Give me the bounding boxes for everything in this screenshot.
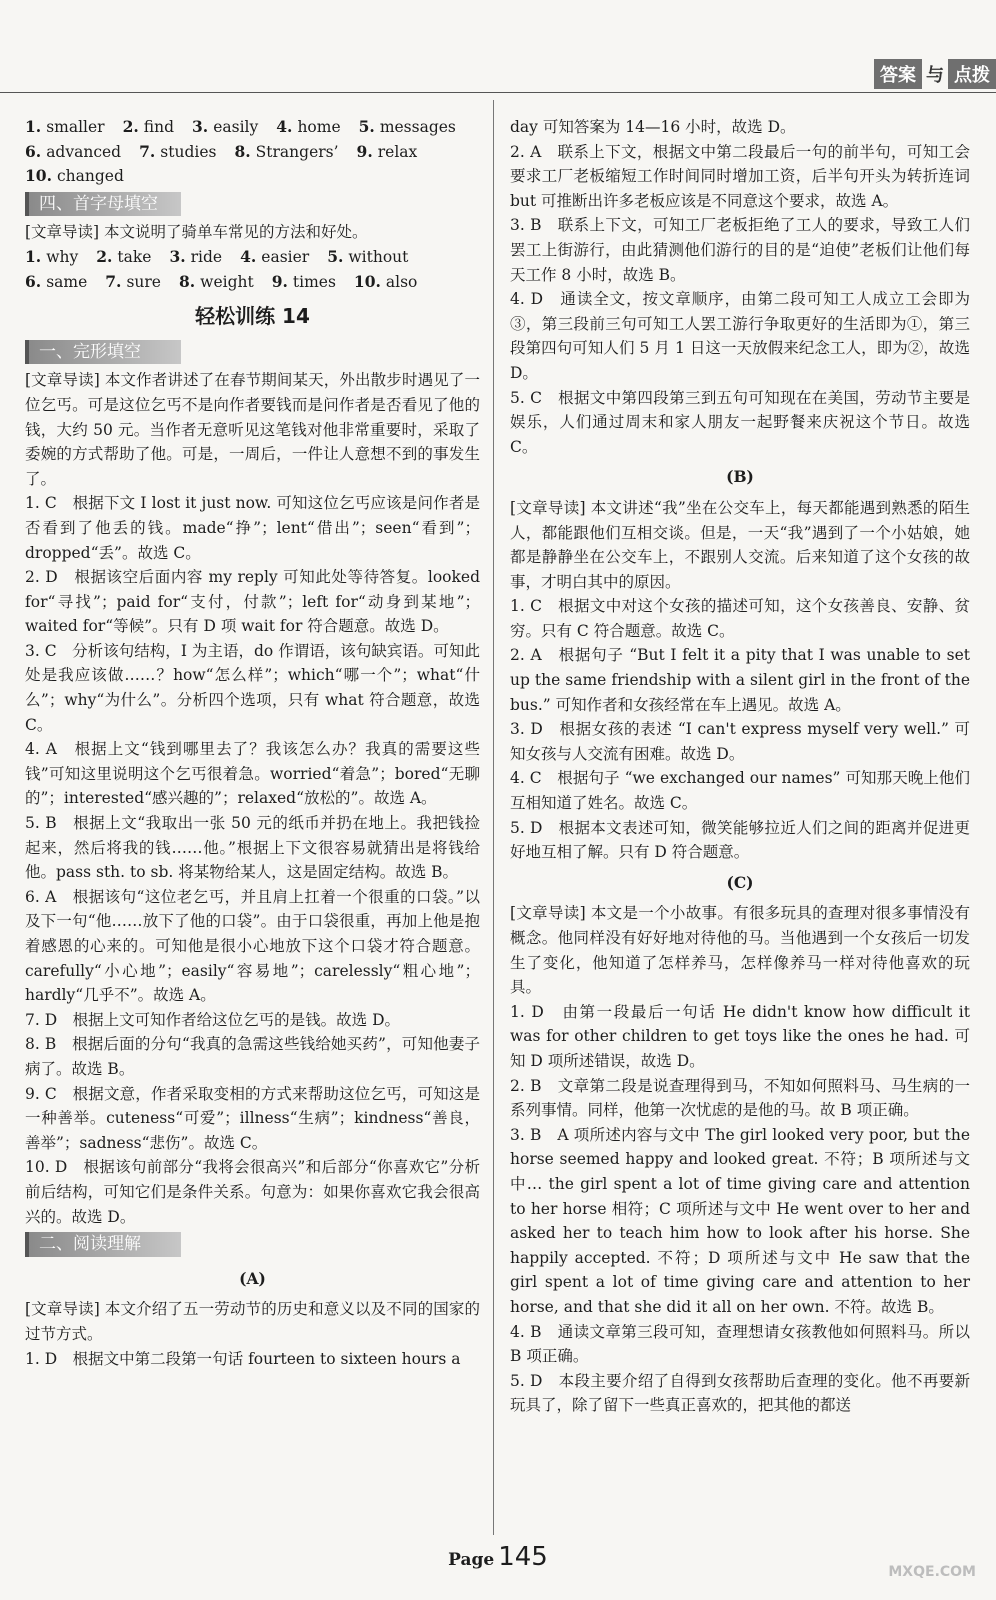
- answer-entry: [25, 140, 121, 165]
- answer-word: home: [297, 118, 341, 136]
- reading-a-answers: [510, 115, 970, 459]
- answer-word: find: [143, 118, 175, 136]
- header-tab-and: 与: [926, 65, 944, 86]
- right-column: [510, 115, 970, 1418]
- section-heading-cloze: 一、完形填空: [25, 340, 181, 365]
- answer-word: relax: [377, 142, 418, 161]
- answer-word: Strangers’: [255, 142, 339, 161]
- article-guide: [文章导读] 本文说明了骑单车常见的方法和好处。: [25, 223, 368, 242]
- answer-item: 2. A 根据句子 “But I felt it a pity that I was unable to set up the same friendship with a silent girl in the front of the bus.” 可知作者和女孩经常在车上遇见。故选 A。: [510, 646, 970, 714]
- answer-number: 9.: [271, 271, 288, 291]
- answer-word: studies: [160, 142, 217, 161]
- answer-item: 9. C 根据文意，作者采取变相的方式来帮助这位乞丐，可知这是一种善举。cuteness“可爱”；illness“生病”；kindness“善良，善举”；sadness“悲伤”。故选 C。: [25, 1084, 480, 1152]
- answer-word: times: [292, 272, 336, 291]
- answer-number: 5.: [358, 117, 375, 136]
- answer-list-top: [25, 115, 480, 189]
- answer-item: 10. D 根据该句前部分“我将会很高兴”和后部分“你喜欢它”分析前后结构，可知它们是条件关系。句意为：如果你喜欢它我会很高兴的。故选 D。: [25, 1158, 480, 1226]
- header-tab: [874, 58, 996, 90]
- answer-word: without: [348, 247, 409, 266]
- answer-word: weight: [200, 272, 254, 291]
- answer-number: 10.: [353, 271, 381, 291]
- answer-word: easier: [261, 247, 310, 266]
- answer-entry: [169, 245, 222, 270]
- answer-item: 2. A 联系上下文，根据文中第二段最后一句的前半句，可知工会要求工厂老板缩短工作时间同时增加工资，后半句开头为转折连词 but 可推断出许多老板应该是不同意这个要求，故选 A。: [510, 142, 970, 210]
- answer-word: advanced: [46, 142, 122, 161]
- answer-item: day 可知答案为 14—16 小时，故选 D。: [510, 118, 796, 136]
- answer-item: 4. D 通读全文，按文章顺序，由第二段可知工人成立工会即为③，第三段前三句可知工人罢工游行争取更好的生活即为①，第三段第四句可知人们 5 月 1 日这一天放假来纪念工人，即为②，故选 D。: [510, 290, 970, 382]
- header-tab-answers: 答案: [874, 59, 922, 89]
- column-divider: [493, 100, 494, 1535]
- answer-item: 3. B 联系上下文，可知工厂老板拒绝了工人的要求，导致工人们罢工上街游行，由此猜测他们游行的目的是“迫使”老板们让他们每天工作 8 小时，故选 B。: [510, 216, 970, 284]
- reading-c-answers: [510, 1000, 970, 1418]
- answer-entry: [25, 245, 78, 270]
- answer-number: 4.: [240, 246, 257, 266]
- answer-item: 5. C 根据文中第四段第三到五句可知现在在美国，劳动节主要是娱乐，人们通过周末和家人朋友一起野餐来庆祝这个节日。故选 C。: [510, 388, 970, 456]
- answer-entry: [276, 115, 340, 140]
- answer-entry: [123, 115, 174, 140]
- answer-item: 6. A 根据该句“这位老乞丐，并且肩上扛着一个很重的口袋。”以及下一句“他……放下了他的口袋”。由于口袋很重，再加上他是抱着感恩的心来的。可知他是很小心地放下这个口袋才符合题意。carefully“小心地”；easily“容易地”；carelessly“粗心地”；hardly“几乎不”。故选 A。: [25, 887, 480, 1005]
- answer-entry: [192, 115, 258, 140]
- answer-list-initials: [25, 245, 480, 294]
- answer-item: 1. C 根据文中对这个女孩的描述可知，这个女孩善良、安静、贫穷。只有 C 符合题意。故选 C。: [510, 597, 970, 640]
- answer-number: 7.: [139, 141, 156, 161]
- answer-number: 1.: [25, 117, 42, 136]
- answer-entry: [25, 270, 87, 295]
- subsection-a: (A): [239, 1268, 266, 1288]
- answer-word: changed: [56, 167, 124, 186]
- reading-b-answers: [510, 594, 970, 865]
- article-guide: [文章导读] 本文作者讲述了在春节期间某天，外出散步时遇见了一位乞丐。可是这位乞丐不是向作者要钱而是问作者是否看见了他的钱，大约 50 元。当作者无意听见这笔钱对他非常重要时，采取了委婉的方式帮助了他。可是，一周后，一件让人意想不到的事发生了。: [25, 371, 480, 488]
- answer-number: 5.: [327, 246, 344, 266]
- answer-item: 4. A 根据上文“钱到哪里去了？我该怎么办？我真的需要这些钱”可知这里说明这个乞丐很着急。worried“着急”；bored“无聊的”；interested“感兴趣的”；relaxed“放松的”。故选 A。: [25, 740, 480, 808]
- answer-number: 9.: [356, 141, 373, 161]
- answer-word: easily: [213, 118, 259, 136]
- article-guide: [文章导读] 本文讲述“我”坐在公交车上，每天都能遇到熟悉的陌生人，都能跟他们互相交谈。但是，一天“我”遇到了一个小姑娘，她都是静静坐在公交车上，不跟别人交流。后来知道了这个女孩的故事，才明白其中的原因。: [510, 498, 970, 591]
- answer-item: 1. D 由第一段最后一句话 He didn't know how difficult it was for other children to get toys like the ones he had. 可知 D 项所述错误，故选 D。: [510, 1002, 970, 1070]
- article-guide: [文章导读] 本文是一个小故事。有很多玩具的查理对很多事情没有概念。他同样没有好好地对待他的马。当他遇到一个女孩后一切发生了变化，他知道了怎样养马，怎样像养马一样对待他喜欢的玩具。: [510, 904, 970, 997]
- page-footer: [0, 1542, 996, 1572]
- header-rule: [0, 92, 996, 93]
- answer-word: also: [385, 272, 418, 291]
- answer-number: 1.: [25, 246, 42, 266]
- answer-entry: [354, 270, 417, 295]
- answer-number: 10.: [25, 166, 52, 186]
- answer-entry: [272, 270, 336, 295]
- lesson-title: 轻松训练 14: [195, 304, 310, 329]
- answer-item: 5. D 根据本文表述可知，微笑能够拉近人们之间的距离并促进更好地互相了解。只有 D 符合题意。: [510, 818, 970, 862]
- answer-word: smaller: [46, 118, 105, 136]
- cloze-answer-list: [25, 491, 480, 1229]
- answer-entry: [96, 245, 151, 270]
- section-heading-initials: 四、首字母填空: [25, 192, 181, 217]
- answer-number: 6.: [25, 141, 42, 161]
- answer-entry: [327, 245, 408, 270]
- answer-item: 2. D 根据该空后面内容 my reply 可知此处等待答复。looked for“寻找”；paid for“支付，付款”；left for“动身到某地”；waited for“等候”。只有 D 项 wait for 符合题意。故选 D。: [25, 568, 480, 636]
- answer-word: messages: [379, 118, 456, 136]
- answer-item: 1. D 根据文中第二段第一句话 fourteen to sixteen hours a: [25, 1349, 461, 1368]
- answer-number: 4.: [276, 117, 293, 136]
- subsection-c: (C): [726, 872, 754, 892]
- answer-item: 1. C 根据下文 I lost it just now. 可知这位乞丐应该是问作者是否看到了他丢的钱。made“挣”；lent“借出”；seen“看到”；dropped“丢”。故选 C。: [25, 494, 480, 562]
- answer-word: why: [46, 247, 79, 266]
- answer-entry: [105, 270, 161, 295]
- answer-number: 6.: [25, 271, 42, 291]
- answer-item: 4. B 通读文章第三段可知，查理想请女孩教他如何照料马。所以 B 项正确。: [510, 1322, 970, 1366]
- answer-entry: [25, 115, 105, 140]
- answer-number: 3.: [192, 117, 209, 136]
- answer-number: 2.: [96, 246, 113, 266]
- answer-number: 8.: [234, 141, 251, 161]
- answer-entry: [25, 164, 124, 189]
- answer-word: ride: [190, 247, 223, 266]
- answer-number: 3.: [169, 246, 186, 266]
- answer-item: 3. B A 项所述内容与文中 The girl looked very poor, but the horse seemed happy and looked great. 不符；B 项所述与文中… the girl spent a lot of time giving care and attention to her horse 相符；C 项所述与文中 He went over to her and asked her to teach him how to look after his horse. She happily accepted. 不符；D 项所述与文中 He saw that the girl spent a lot of time giving care and attention to her horse, and that she did it all on her own. 不符。故选 B。: [510, 1125, 970, 1316]
- answer-number: 2.: [122, 117, 139, 136]
- answer-item: 7. D 根据上文可知作者给这位乞丐的是钱。故选 D。: [25, 1010, 400, 1029]
- answer-item: 4. C 根据句子 “we exchanged our names” 可知那天晚上他们互相知道了姓名。故选 C。: [510, 769, 970, 813]
- answer-word: same: [46, 272, 88, 291]
- section-heading-reading: 二、阅读理解: [25, 1232, 181, 1257]
- answer-entry: [234, 140, 338, 165]
- answer-word: take: [117, 247, 152, 266]
- answer-entry: [179, 270, 254, 295]
- answer-item: 3. D 根据女孩的表述 “I can't express myself very well.” 可知女孩与人交流有困难。故选 D。: [510, 720, 970, 763]
- answer-item: 2. B 文章第二段是说查理得到马，不知如何照料马、马生病的一系列事情。同样，他第一次忧虑的是他的马。故 B 项正确。: [510, 1076, 970, 1120]
- page-label: Page: [448, 1550, 495, 1570]
- answer-item: 5. B 根据上文“我取出一张 50 元的纸币并扔在地上。我把钱捡起来，然后将我的钱……他。”根据上下文很容易就猜出是将钱给他。pass sth. to sb. 将某物给某人，这是固定结构。故选 B。: [25, 814, 480, 882]
- answer-entry: [359, 115, 456, 140]
- answer-number: 7.: [105, 271, 122, 291]
- answer-word: sure: [126, 272, 161, 291]
- article-guide: [文章导读] 本文介绍了五一劳动节的历史和意义以及不同的国家的过节方式。: [25, 1300, 480, 1343]
- answer-entry: [139, 140, 216, 165]
- answer-number: 8.: [178, 271, 196, 291]
- subsection-b: (B): [726, 467, 754, 487]
- watermark: MXQE.COM: [888, 1564, 976, 1580]
- answer-item: 5. D 本段主要介绍了自得到女孩帮助后查理的变化。他不再要新玩具了，除了留下一些真正喜欢的，把其他的都送: [510, 1371, 970, 1415]
- answer-entry: [240, 245, 309, 270]
- left-column: [25, 115, 480, 1371]
- answer-entry: [357, 140, 418, 165]
- header-tab-hints: 点拨: [948, 59, 996, 89]
- answer-item: 8. B 根据后面的分句“我真的急需这些钱给她买药”，可知他妻子病了。故选 B。: [25, 1035, 480, 1078]
- page-number: 145: [498, 1542, 548, 1572]
- answer-item: 3. C 分析该句结构，I 为主语，do 作谓语，该句缺宾语。可知此处是我应该做……？how“怎么样”；which“哪一个”；what“什么”；why“为什么”。分析四个选项，只有 what 符合题意，故选 C。: [25, 641, 480, 734]
